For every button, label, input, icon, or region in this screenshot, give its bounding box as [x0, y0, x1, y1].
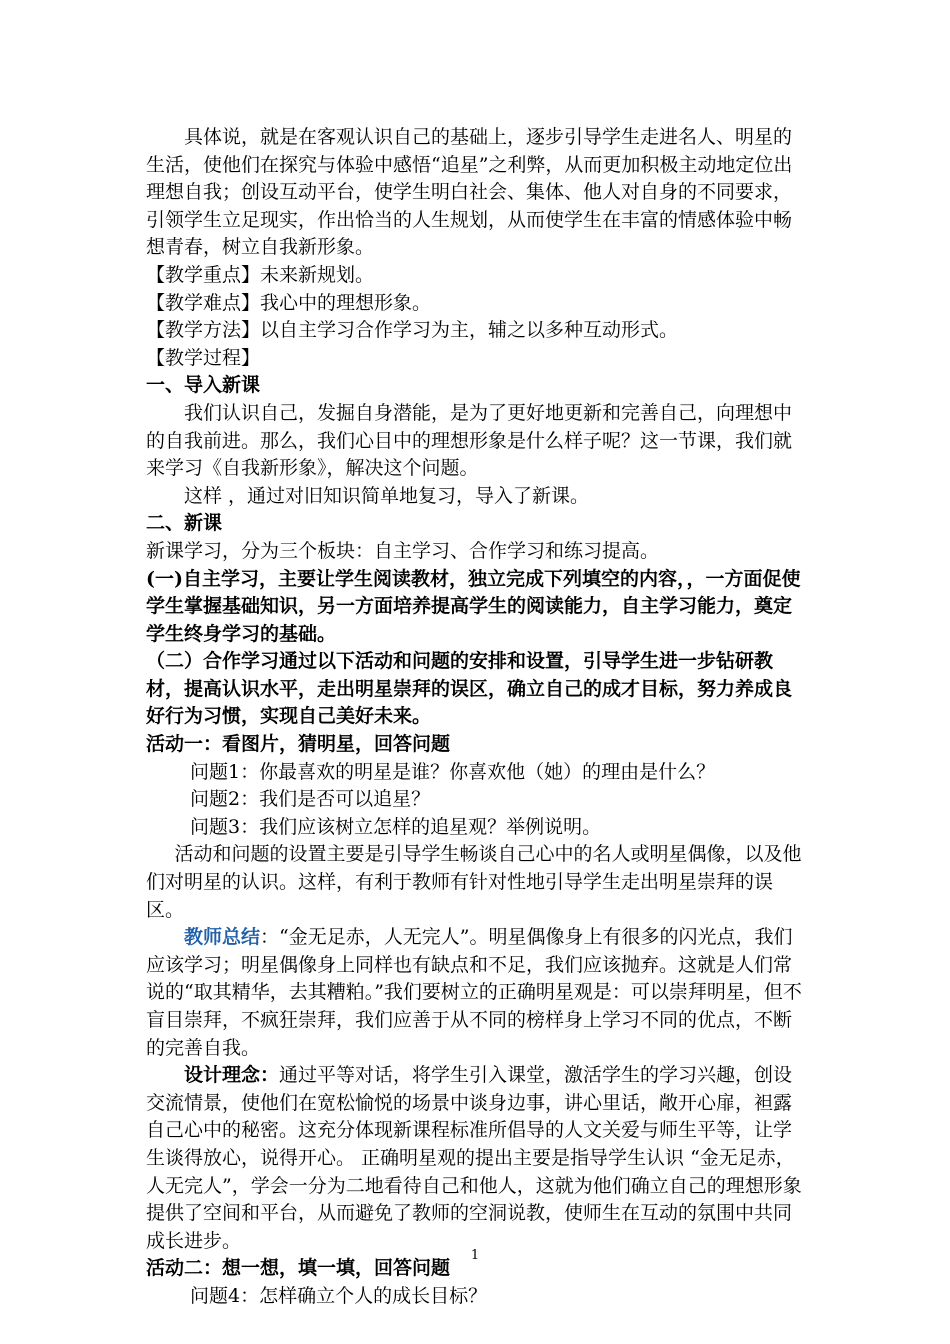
teaching-method: 【教学方法】以自主学习合作学习为主，辅之以多种互动形式。	[146, 319, 679, 342]
teaching-process: 【教学过程】	[146, 346, 261, 369]
activity1-description: 活动和问题的设置主要是引导学生畅谈自己心中的名人或明星偶像，以及他们对明星的认识。这样，有利于教师有针对性地引导学生走出明星崇拜的误区。	[146, 843, 802, 921]
intro-paragraph: 具体说，就是在客观认识自己的基础上，逐步引导学生走进名人、明星的生活，使他们在探究与体验中感悟“追星”之利弊，从而更加积极主动地定位出理想自我；创设互动平台，使学生明白社会、集体、他人对自身的不同要求，引领学生立足现实，作出恰当的人生规划，从而使学生在丰富的情感体验中畅想青春，树立自我新形象。	[146, 126, 793, 259]
teaching-difficulty: 【教学难点】我心中的理想形象。	[146, 291, 432, 314]
section1-paragraph: 我们认识自己，发掘自身潜能，是为了更好地更新和完善自己，向理想中的自我前进。那么，我们心目中的理想形象是什么样子呢？这一节课，我们就来学习《自我新形象》，解决这个问题。	[146, 401, 793, 480]
question-3: 问题3：我们应该树立怎样的追星观？举例说明。	[190, 815, 602, 838]
teaching-focus: 【教学重点】未来新规划。	[146, 263, 375, 286]
cooperative-study-paragraph: （二）合作学习通过以下活动和问题的安排和设置，引导学生进一步钻研教材，提高认识水平，走出明星崇拜的误区，确立自己的成才目标，努力养成良好行为习惯，实现自己美好未来。	[146, 650, 793, 728]
section2-heading: 二、新课	[146, 512, 223, 535]
design-concept-text: 通过平等对话，将学生引入课堂，激活学生的学习兴趣，创设交流情景，使他们在宽松愉悦的场景中谈身边事，讲心里话，敞开心扉，袒露自己心中的秘密。这充分体现新课程标准所倡导的人文关爱与师生平等，让学生谈得放心，说得开心。 正确明星观的提出主要是指导学生认识 “金无足赤，人无完人”，学会一分为二地看待自己和他人，这就为他们确立自己的理想形象提供了空间和平台，从而避免了教师的空洞说教，使师生在互动的氛围中共同成长进步。	[146, 1064, 802, 1252]
self-study-paragraph: (一)自主学习，主要让学生阅读教材，独立完成下列填空的内容，，一方面促使学生掌握基础知识，另一方面培养提高学生的阅读能力，自主学习能力，奠定学生终身学习的基础。	[146, 567, 801, 645]
section1-heading: 一、导入新课	[146, 374, 261, 397]
teacher-summary-label: 教师总结	[184, 926, 261, 949]
page-number: 1	[470, 1248, 480, 1263]
teacher-summary-text: ：“金无足赤，人无完人”。明星偶像身上有很多的闪光点，我们应该学习；明星偶像身上同样也有缺点和不足，我们应该抛弃。这就是人们常说的“取其精华，去其糟粕。”我们要树立的正确明星观是：可以崇拜明星，但不盲目崇拜，不疯狂崇拜，我们应善于从不同的榜样身上学习不同的优点，不断的完善自我。	[146, 926, 802, 1059]
activity1-heading: 活动一：看图片，猜明星，回答问题	[146, 733, 451, 756]
design-concept-paragraph	[146, 1062, 810, 1255]
document-body	[146, 124, 810, 1311]
activity2-heading: 活动二：想一想，填一填，回答问题	[146, 1257, 451, 1280]
section2-paragraph: 新课学习，分为三个板块：自主学习、合作学习和练习提高。	[146, 539, 660, 562]
question-4: 问题4：怎样确立个人的成长目标？	[190, 1284, 488, 1307]
design-concept-label: 设计理念：	[184, 1064, 280, 1087]
teacher-summary-paragraph	[146, 924, 810, 1062]
question-1: 问题1：你最喜欢的明星是谁？你喜欢他（她）的理由是什么？	[190, 760, 716, 783]
section1-paragraph-2: 这样 ，通过对旧知识简单地复习，导入了新课。	[184, 484, 590, 507]
question-2: 问题2：我们是否可以追星？	[190, 788, 431, 811]
